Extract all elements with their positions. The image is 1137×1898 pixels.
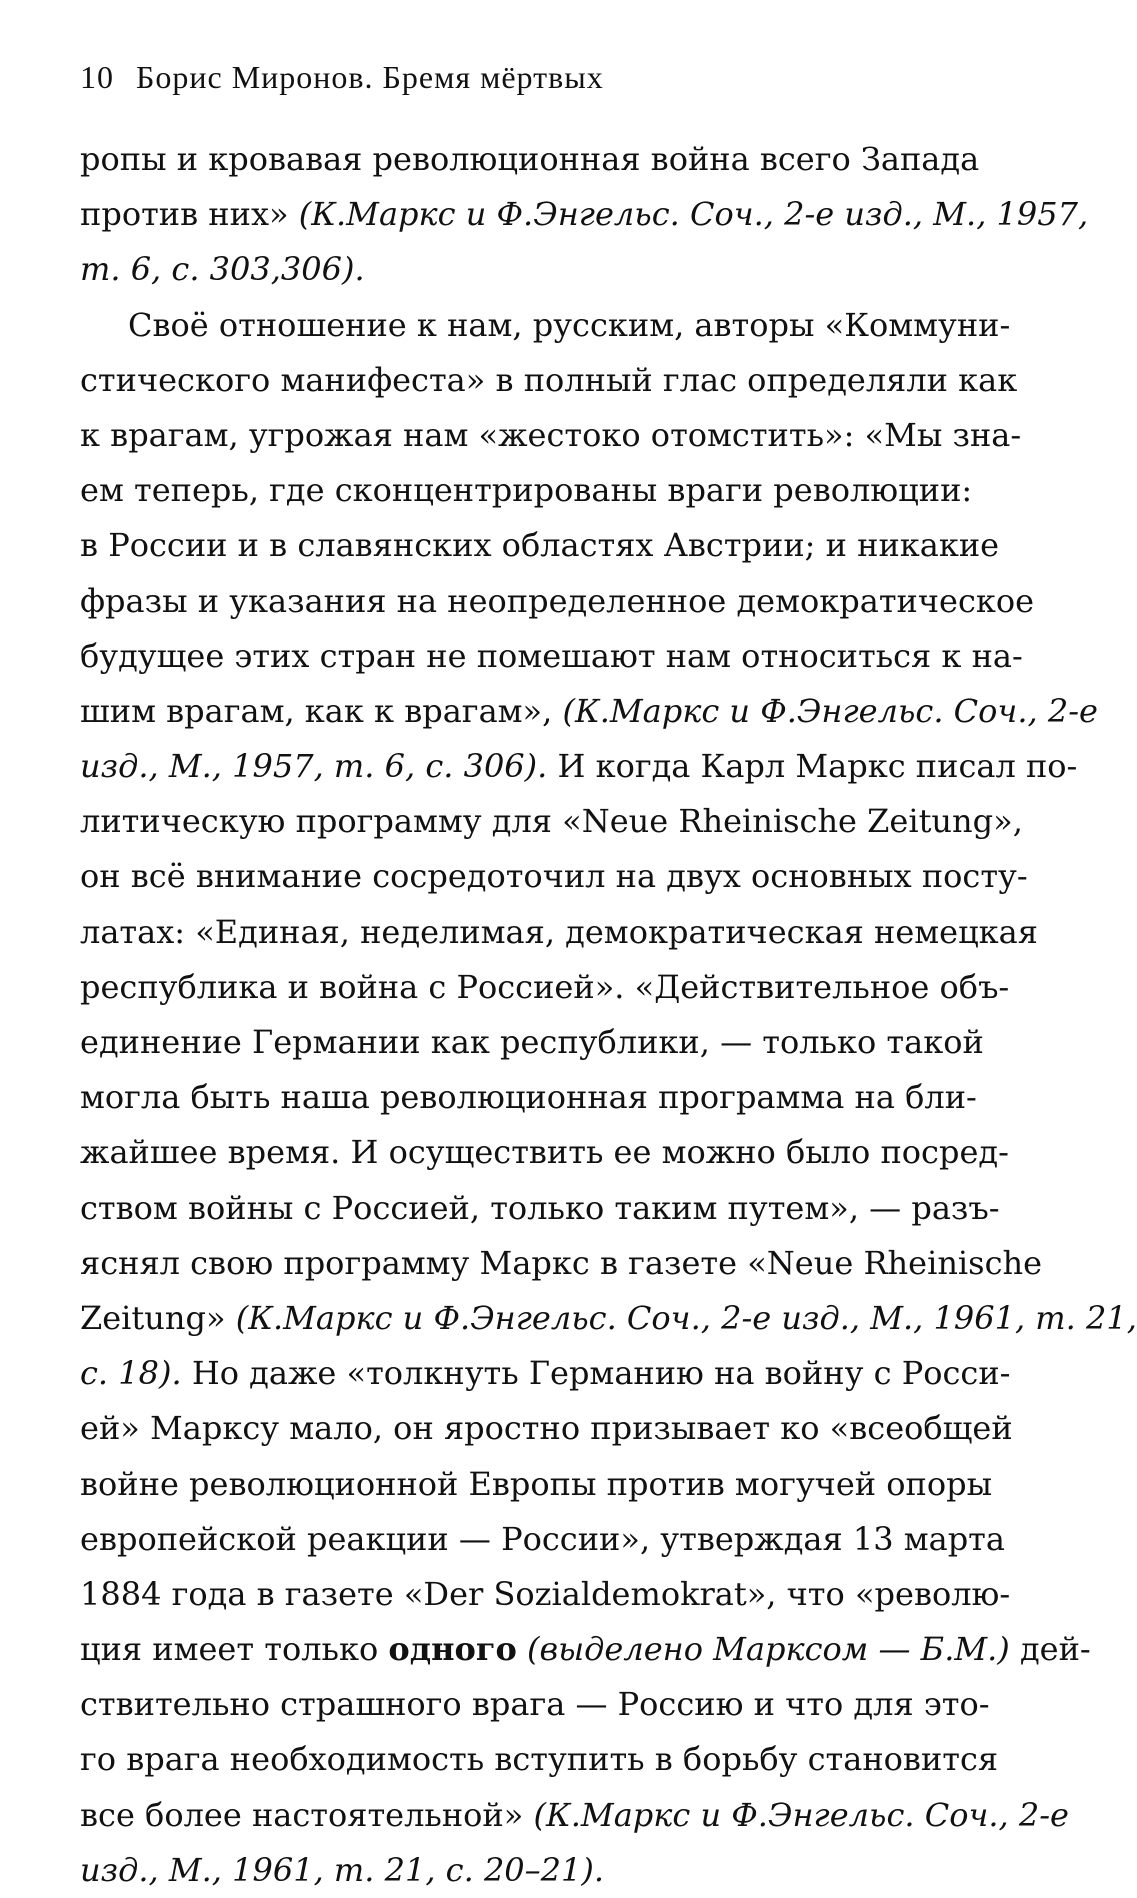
text-run: могла быть наша революционная программа на бли- <box>80 1078 977 1117</box>
text-run: 1884 года в газете «Der Sozialdemokrat», что «револю- <box>80 1574 1011 1613</box>
text-run: Но даже «толкнуть Германию на войну с Росси- <box>181 1354 1011 1393</box>
citation: изд., М., 1961, т. 21, с. 20–21). <box>80 1850 605 1889</box>
text-run: к врагам, угрожая нам «жестоко отомстить»: «Мы зна- <box>80 415 1022 454</box>
text-run: против них» <box>80 195 299 234</box>
text-line <box>80 739 1078 794</box>
citation: с. 18). <box>80 1354 182 1393</box>
text-line <box>80 1070 977 1125</box>
text-run: Своё отношение к нам, русским, авторы «Коммуни- <box>128 305 1011 344</box>
text-line <box>80 242 935 297</box>
text-run: республика и война с Россией». «Действительное объ- <box>80 967 1010 1006</box>
text-line <box>80 1567 1011 1622</box>
text-run: яснял свою программу Маркс в газете «Neue Rheinische <box>80 1243 1043 1282</box>
text-line <box>80 629 1023 684</box>
text-line <box>80 408 1022 463</box>
text-run: все более настоятельной» <box>80 1795 534 1834</box>
text-line <box>80 1622 1091 1677</box>
citation: (К.Маркс и Ф.Энгельс. Соч., 2-е <box>562 691 1098 730</box>
text-line <box>80 187 1089 242</box>
text-run: ей» Марксу мало, он яростно призывает ко «всеобщей <box>80 1409 1013 1448</box>
text-run: стического манифеста» в полный глас определяли как <box>80 360 1018 399</box>
text-line <box>80 684 1098 739</box>
text-line <box>80 1457 993 1512</box>
text-line <box>80 1788 1069 1843</box>
text-line <box>80 1291 1137 1346</box>
citation: (К.Маркс и Ф.Энгельс. Соч., 2-е изд., М., 1961, т. 21, <box>235 1298 1137 1337</box>
text-run: Zeitung» <box>80 1298 236 1337</box>
text-line <box>80 1125 1009 1180</box>
text-line <box>80 298 1011 353</box>
text-line <box>80 463 973 518</box>
text-run: будущее этих стран не помешают нам относиться к на- <box>80 636 1023 675</box>
text-line <box>80 1236 1043 1291</box>
citation: (выделено Марксом — Б.М.) <box>526 1630 1010 1669</box>
page-number: 10 <box>80 59 114 95</box>
text-run: ствительно страшного врага — Россию и что для это- <box>80 1685 990 1724</box>
text-line <box>80 1346 1011 1401</box>
text-run: ством войны с Россией, только таким путем», — разъ- <box>80 1188 1000 1227</box>
text-run: шим врагам, как к врагам», <box>80 691 563 730</box>
text-run: ропы и кровавая революционная война всего Запада <box>80 140 980 178</box>
text-run: дей- <box>1009 1630 1091 1669</box>
citation: (К.Маркс и Ф.Энгельс. Соч., 2-е <box>533 1795 1069 1834</box>
text-line <box>80 353 1018 408</box>
text-line <box>80 574 1035 629</box>
text-line <box>80 518 1000 573</box>
text-run: в России и в славянских областях Австрии; и никакие <box>80 526 1000 565</box>
citation: изд., М., 1957, т. 6, с. 306). <box>80 747 548 786</box>
text-run: латах: «Единая, неделимая, демократическая немецкая <box>80 912 1038 951</box>
running-title: Борис Миронов. Бремя мёртвых <box>136 59 604 95</box>
text-run: ем теперь, где сконцентрированы враги революции: <box>80 471 973 510</box>
text-run: он всё внимание сосредоточил на двух основных посту- <box>80 857 1028 896</box>
text-line <box>80 849 1028 904</box>
text-line <box>80 1181 1000 1236</box>
text-line <box>80 1401 1013 1456</box>
text-run: фразы и указания на неопределенное демократическое <box>80 581 1035 620</box>
citation: (К.Маркс и Ф.Энгельс. Соч., 2-е изд., М., 1957, <box>298 195 1089 234</box>
text-line <box>80 1512 1005 1567</box>
citation: т. 6, с. 303,306). <box>80 250 365 289</box>
text-run: И когда Карл Маркс писал по- <box>547 747 1078 786</box>
text-run: войне революционной Европы против могучей опоры <box>80 1464 993 1503</box>
emphasis: одного <box>388 1630 517 1669</box>
text-line <box>80 1732 999 1787</box>
text-line <box>80 132 980 187</box>
text-run: го врага необходимость вступить в борьбу становится <box>80 1740 999 1779</box>
text-run <box>517 1630 527 1668</box>
text-line <box>80 1677 990 1732</box>
text-line <box>80 905 1038 960</box>
text-run: европейской реакции — России», утверждая 13 марта <box>80 1519 1005 1558</box>
text-run: единение Германии как республики, — только такой <box>80 1023 984 1061</box>
text-run: ция имеет только <box>80 1630 389 1669</box>
text-line <box>80 960 1010 1015</box>
text-run: жайшее время. И осуществить ее можно было посред- <box>80 1133 1009 1172</box>
text-line <box>80 794 1023 849</box>
text-run: литическую программу для «Neue Rheinische Zeitung», <box>80 802 1023 841</box>
body-text <box>80 132 1137 1898</box>
running-head <box>80 52 940 102</box>
text-line <box>80 1015 984 1070</box>
text-line <box>80 1843 935 1898</box>
